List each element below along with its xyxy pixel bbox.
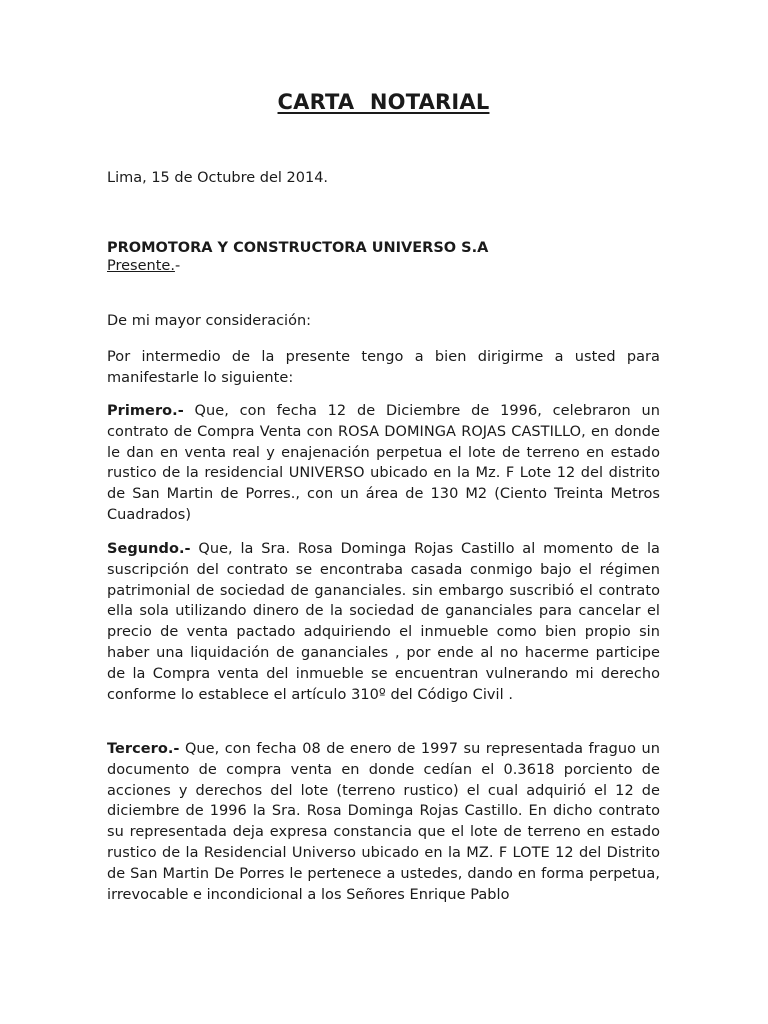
intro-paragraph: Por intermedio de la presente tengo a bien dirigirme a usted para manifestarle lo siguiente:: [107, 349, 660, 386]
greeting-line: De mi mayor consideración:: [107, 313, 312, 329]
paragraph-tercero: [107, 739, 660, 905]
presente-label: Presente.: [107, 258, 175, 274]
paragraph-lead: Tercero.-: [107, 741, 180, 757]
paragraph-text: Que, la Sra. Rosa Dominga Rojas Castillo al momento de la suscripción del contrato se encontraba casada conmigo bajo el régimen patrimonial de sociedad de gananciales. sin embargo suscribió el contrato ella sola utilizando dinero de la sociedad de gananciales para cancelar el precio de venta pactado adquiriendo el inmueble como bien propio sin haber una liquidación de gananciales , por ende al no hacerme participe de la Compra venta del inmueble se encuentran vulnerando mi derecho conforme lo establece el artículo 310º del Código Civil .: [107, 541, 660, 703]
paragraph-primero: [107, 401, 660, 526]
document-page: [107, 0, 660, 1024]
recipient-name: PROMOTORA Y CONSTRUCTORA UNIVERSO S.A: [107, 240, 489, 256]
paragraph-text: Que, con fecha 08 de enero de 1997 su representada fraguo un documento de compra venta en donde cedían el 0.3618 porciento de acciones y derechos del lote (terreno rustico) el cual adquirió el 12 de diciembre de 1996 la Sra. Rosa Dominga Rojas Castillo. En dicho contrato su representada deja expresa constancia que el lote de terreno en estado rustico de la Residencial Universo ubicado en la MZ. F LOTE 12 del Distrito de San Martin De Porres le pertenece a ustedes, dando en forma perpetua, irrevocable e incondicional a los Señores Enrique Pablo: [107, 741, 660, 903]
document-title: CARTA NOTARIAL: [277, 90, 490, 114]
paragraph-lead: Primero.-: [107, 403, 184, 419]
paragraph-lead: Segundo.-: [107, 541, 191, 557]
presente-suffix: -: [174, 258, 181, 274]
paragraph-segundo: [107, 539, 660, 705]
paragraph-text: Que, con fecha 12 de Diciembre de 1996, celebraron un contrato de Compra Venta con ROSA DOMINGA ROJAS CASTILLO, en donde le dan en venta real y enajenación perpetua el lote de terreno en estado rustico de la residencial UNIVERSO ubicado en la Mz. F Lote 12 del distrito de San Martin de Porres., con un área de 130 M2 (Ciento Treinta Metros Cuadrados): [107, 403, 660, 523]
presente-line: [107, 256, 180, 276]
date-line: Lima, 15 de Octubre del 2014.: [107, 170, 329, 186]
